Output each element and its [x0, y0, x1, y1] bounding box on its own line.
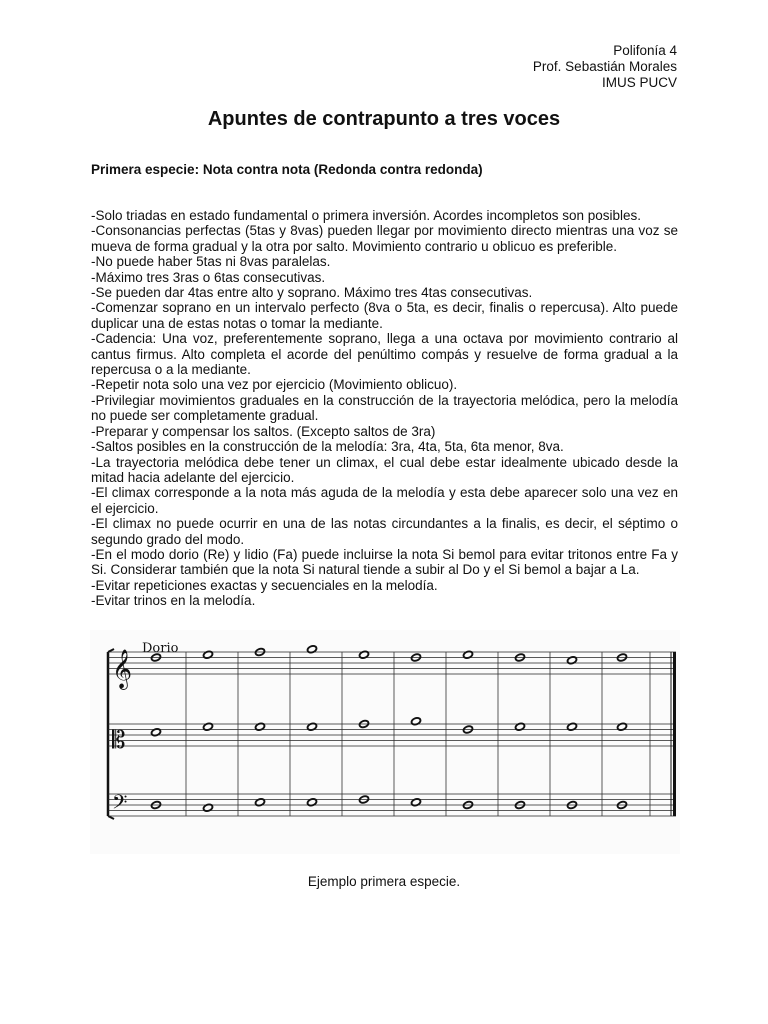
rules-list: [91, 208, 678, 609]
rule-item: -Evitar trinos en la melodía.: [91, 593, 256, 609]
bass-clef-icon: 𝄢: [112, 790, 128, 819]
treble-clef-icon: 𝄞: [112, 649, 133, 689]
rule-item: -Preparar y compensar los saltos. (Excepto saltos de 3ra): [91, 423, 436, 439]
rule-item: -Consonancias perfectas (5tas y 8vas) pueden llegar por movimiento directo mientras una voz se mueva de forma gradual y la otra por salto. Movimiento contrario u oblicuo es preferible.: [91, 223, 678, 254]
rule-item: -Evitar repeticiones exactas y secuenciales en la melodía.: [91, 577, 438, 593]
rule-item: -El climax no puede ocurrir en una de las notas circundantes a la finalis, es decir, el séptimo o segundo grado del modo.: [91, 516, 678, 547]
rule-item: -Cadencia: Una voz, preferentemente soprano, llega a una octava por movimiento contrario al cantus firmus. Alto completa el acorde del penúltimo compás y resuelve de forma gradual a la repercusa o a la mediante.: [91, 331, 678, 378]
rule-item: -Repetir nota solo una vez por ejercicio (Movimiento oblicuo).: [91, 377, 458, 393]
rule-item: -Máximo tres 3ras o 6tas consecutivas.: [91, 269, 326, 285]
rule-item: -Privilegiar movimientos graduales en la construcción de la trayectoria melódica, pero la melodía no puede ser completamente gradual.: [91, 392, 678, 424]
rule-item: -En el modo dorio (Re) y lidio (Fa) puede incluirse la nota Si bemol para evitar tritonos entre Fa y Si. Considerar también que la nota Si natural tiende a subir al Do y el Si bemol a bajar a La.: [91, 546, 678, 578]
rule-item: -No puede haber 5tas ni 8vas paralelas.: [91, 254, 331, 270]
course-name: Polifonía 4: [613, 43, 677, 58]
institution-name: IMUS PUCV: [601, 75, 677, 90]
alto-clef-icon: 𝄡: [112, 726, 126, 754]
section-title: Primera especie: Nota contra nota (Redonda contra redonda): [91, 162, 483, 177]
rule-item: -Solo triadas en estado fundamental o primera inversión. Acordes incompletos son posibles.: [91, 208, 642, 223]
music-example: [90, 630, 680, 854]
score-svg: [90, 630, 680, 854]
document-header: [533, 43, 677, 91]
rule-item: -El climax corresponde a la nota más aguda de la melodía y esta debe aparecer solo una vez en el ejercicio.: [91, 485, 678, 516]
rule-item: -Se pueden dar 4tas entre alto y soprano. Máximo tres 4tas consecutivas.: [91, 285, 533, 301]
mode-label: Dorio: [142, 641, 179, 656]
rule-item: -Saltos posibles en la construcción de la melodía: 3ra, 4ta, 5ta, 6ta menor, 8va.: [91, 439, 564, 455]
rule-item: -La trayectoria melódica debe tener un climax, el cual debe estar idealmente ubicado desde la mitad hacia adelante del ejercicio.: [91, 454, 678, 485]
professor-name: Prof. Sebastián Morales: [532, 59, 677, 74]
figure-caption: Ejemplo primera especie.: [307, 874, 461, 889]
rule-item: -Comenzar soprano en un intervalo perfecto (8va o 5ta, es decir, finalis o repercusa). Alto puede duplicar una de estas notas o tomar la mediante.: [91, 300, 678, 331]
document-title: Apuntes de contrapunto a tres voces: [207, 108, 561, 130]
